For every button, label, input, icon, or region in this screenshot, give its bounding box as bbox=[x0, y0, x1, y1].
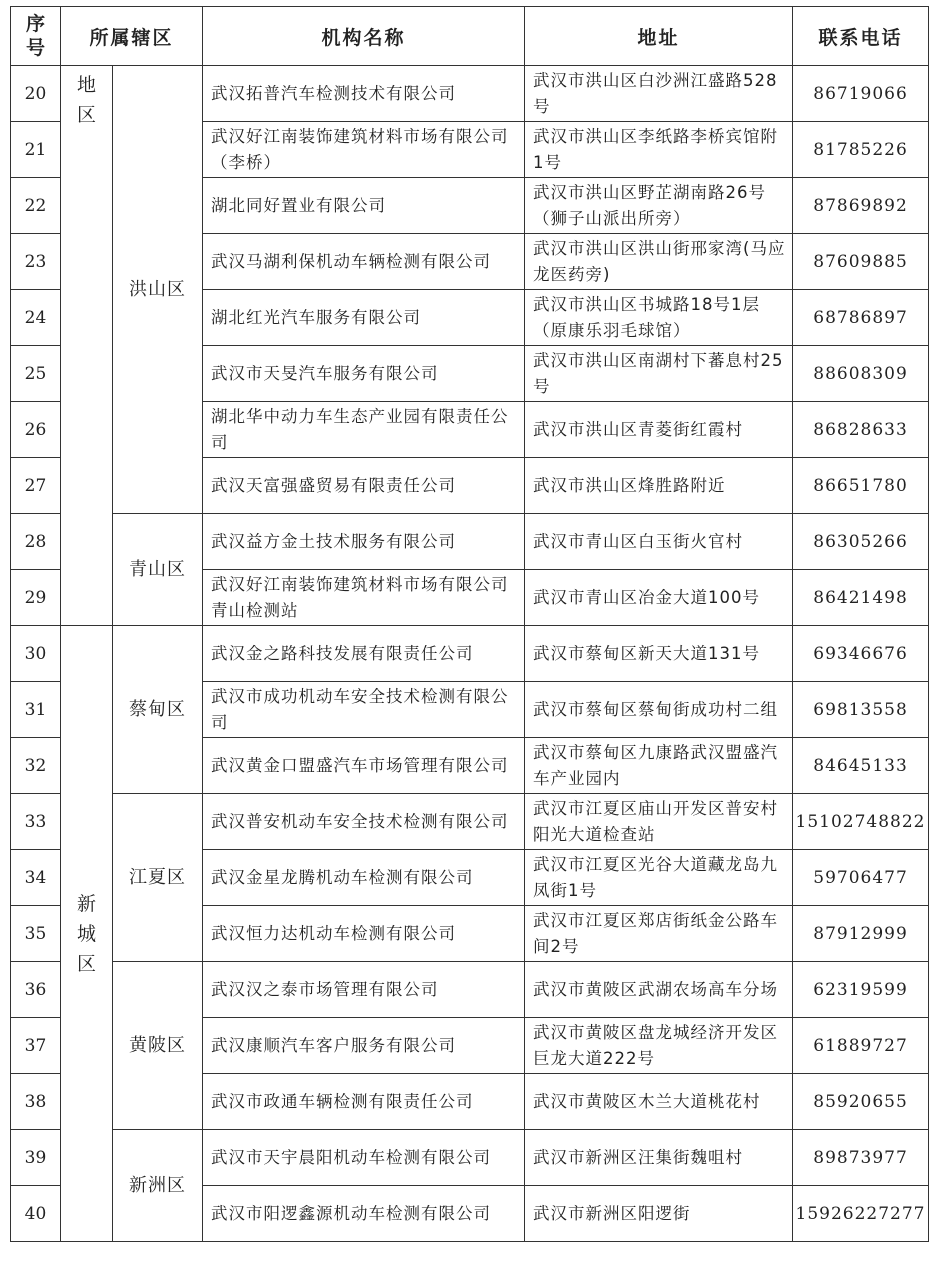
agency-address: 武汉市黄陂区木兰大道桃花村 bbox=[525, 1074, 793, 1130]
agency-name: 武汉金之路科技发展有限责任公司 bbox=[203, 626, 525, 682]
agency-phone: 89873977 bbox=[793, 1130, 929, 1186]
agency-phone: 86719066 bbox=[793, 66, 929, 122]
agency-name: 武汉黄金口盟盛汽车市场管理有限公司 bbox=[203, 738, 525, 794]
row-number: 29 bbox=[11, 570, 61, 626]
agency-name: 武汉拓普汽车检测技术有限公司 bbox=[203, 66, 525, 122]
agency-address: 武汉市新洲区阳逻街 bbox=[525, 1186, 793, 1242]
agency-name: 湖北红光汽车服务有限公司 bbox=[203, 290, 525, 346]
agency-phone: 86421498 bbox=[793, 570, 929, 626]
agency-name: 湖北同好置业有限公司 bbox=[203, 178, 525, 234]
agency-name: 武汉市天旻汽车服务有限公司 bbox=[203, 346, 525, 402]
inspection-agency-table bbox=[10, 6, 929, 1242]
agency-name: 武汉市政通车辆检测有限责任公司 bbox=[203, 1074, 525, 1130]
table-row bbox=[11, 962, 929, 1018]
row-number: 26 bbox=[11, 402, 61, 458]
row-number: 27 bbox=[11, 458, 61, 514]
agency-phone: 69813558 bbox=[793, 682, 929, 738]
agency-phone: 84645133 bbox=[793, 738, 929, 794]
agency-phone: 86828633 bbox=[793, 402, 929, 458]
agency-name: 武汉康顺汽车客户服务有限公司 bbox=[203, 1018, 525, 1074]
row-number: 39 bbox=[11, 1130, 61, 1186]
agency-name: 武汉市天宇晨阳机动车检测有限公司 bbox=[203, 1130, 525, 1186]
agency-phone: 62319599 bbox=[793, 962, 929, 1018]
row-number: 30 bbox=[11, 626, 61, 682]
agency-name: 武汉市成功机动车安全技术检测有限公司 bbox=[203, 682, 525, 738]
agency-address: 武汉市蔡甸区蔡甸街成功村二组 bbox=[525, 682, 793, 738]
agency-phone: 86305266 bbox=[793, 514, 929, 570]
agency-address: 武汉市青山区冶金大道100号 bbox=[525, 570, 793, 626]
agency-address: 武汉市洪山区青菱街红霞村 bbox=[525, 402, 793, 458]
row-number: 28 bbox=[11, 514, 61, 570]
agency-phone: 69346676 bbox=[793, 626, 929, 682]
row-number: 21 bbox=[11, 122, 61, 178]
agency-phone: 81785226 bbox=[793, 122, 929, 178]
district-cell: 黄陂区 bbox=[113, 962, 203, 1130]
agency-phone: 88608309 bbox=[793, 346, 929, 402]
agency-name: 武汉汉之泰市场管理有限公司 bbox=[203, 962, 525, 1018]
agency-phone: 87869892 bbox=[793, 178, 929, 234]
agency-address: 武汉市江夏区光谷大道藏龙岛九凤街1号 bbox=[525, 850, 793, 906]
header-district: 所属辖区 bbox=[61, 7, 203, 66]
row-number: 24 bbox=[11, 290, 61, 346]
agency-address: 武汉市蔡甸区新天大道131号 bbox=[525, 626, 793, 682]
row-number: 33 bbox=[11, 794, 61, 850]
row-number: 25 bbox=[11, 346, 61, 402]
agency-name: 武汉马湖利保机动车辆检测有限公司 bbox=[203, 234, 525, 290]
agency-phone: 87609885 bbox=[793, 234, 929, 290]
row-number: 23 bbox=[11, 234, 61, 290]
header-row bbox=[11, 7, 929, 66]
row-number: 38 bbox=[11, 1074, 61, 1130]
row-number: 34 bbox=[11, 850, 61, 906]
agency-name: 武汉普安机动车安全技术检测有限公司 bbox=[203, 794, 525, 850]
agency-address: 武汉市黄陂区武湖农场高车分场 bbox=[525, 962, 793, 1018]
agency-name: 武汉好江南装饰建筑材料市场有限公司青山检测站 bbox=[203, 570, 525, 626]
agency-address: 武汉市蔡甸区九康路武汉盟盛汽车产业园内 bbox=[525, 738, 793, 794]
table-row bbox=[11, 794, 929, 850]
table-row bbox=[11, 1130, 929, 1186]
agency-phone: 87912999 bbox=[793, 906, 929, 962]
row-number: 20 bbox=[11, 66, 61, 122]
header-name: 机构名称 bbox=[203, 7, 525, 66]
agency-name: 武汉好江南装饰建筑材料市场有限公司（李桥） bbox=[203, 122, 525, 178]
agency-phone: 86651780 bbox=[793, 458, 929, 514]
district-cell: 新洲区 bbox=[113, 1130, 203, 1242]
table-row bbox=[11, 514, 929, 570]
agency-phone: 15102748822 bbox=[793, 794, 929, 850]
agency-phone: 61889727 bbox=[793, 1018, 929, 1074]
row-number: 36 bbox=[11, 962, 61, 1018]
agency-address: 武汉市洪山区白沙洲江盛路528号 bbox=[525, 66, 793, 122]
agency-name: 武汉益方金土技术服务有限公司 bbox=[203, 514, 525, 570]
agency-name: 湖北华中动力车生态产业园有限责任公司 bbox=[203, 402, 525, 458]
agency-address: 武汉市青山区白玉街火官村 bbox=[525, 514, 793, 570]
agency-name: 武汉天富强盛贸易有限责任公司 bbox=[203, 458, 525, 514]
agency-address: 武汉市洪山区烽胜路附近 bbox=[525, 458, 793, 514]
agency-address: 武汉市洪山区野芷湖南路26号（狮子山派出所旁） bbox=[525, 178, 793, 234]
agency-address: 武汉市新洲区汪集街魏咀村 bbox=[525, 1130, 793, 1186]
agency-address: 武汉市黄陂区盘龙城经济开发区巨龙大道222号 bbox=[525, 1018, 793, 1074]
agency-phone: 15926227277 bbox=[793, 1186, 929, 1242]
region-group-cell: 地区 bbox=[61, 66, 113, 626]
row-number: 35 bbox=[11, 906, 61, 962]
agency-phone: 59706477 bbox=[793, 850, 929, 906]
row-number: 31 bbox=[11, 682, 61, 738]
agency-address: 武汉市江夏区庙山开发区普安村阳光大道检查站 bbox=[525, 794, 793, 850]
district-cell: 洪山区 bbox=[113, 66, 203, 514]
agency-address: 武汉市洪山区李纸路李桥宾馆附1号 bbox=[525, 122, 793, 178]
agency-address: 武汉市洪山区洪山街邢家湾(马应龙医药旁) bbox=[525, 234, 793, 290]
agency-name: 武汉恒力达机动车检测有限公司 bbox=[203, 906, 525, 962]
row-number: 32 bbox=[11, 738, 61, 794]
region-group-cell: 新城区 bbox=[61, 626, 113, 1242]
header-phone: 联系电话 bbox=[793, 7, 929, 66]
district-cell: 青山区 bbox=[113, 514, 203, 626]
agency-address: 武汉市洪山区书城路18号1层（原康乐羽毛球馆） bbox=[525, 290, 793, 346]
agency-name: 武汉市阳逻鑫源机动车检测有限公司 bbox=[203, 1186, 525, 1242]
agency-phone: 85920655 bbox=[793, 1074, 929, 1130]
agency-name: 武汉金星龙腾机动车检测有限公司 bbox=[203, 850, 525, 906]
row-number: 22 bbox=[11, 178, 61, 234]
agency-address: 武汉市洪山区南湖村下蕃息村25号 bbox=[525, 346, 793, 402]
header-address: 地址 bbox=[525, 7, 793, 66]
table-row bbox=[11, 626, 929, 682]
agency-phone: 68786897 bbox=[793, 290, 929, 346]
table-row bbox=[11, 66, 929, 122]
row-number: 37 bbox=[11, 1018, 61, 1074]
header-seq: 序号 bbox=[11, 7, 61, 66]
row-number: 40 bbox=[11, 1186, 61, 1242]
district-cell: 江夏区 bbox=[113, 794, 203, 962]
agency-address: 武汉市江夏区郑店街纸金公路车间2号 bbox=[525, 906, 793, 962]
district-cell: 蔡甸区 bbox=[113, 626, 203, 794]
